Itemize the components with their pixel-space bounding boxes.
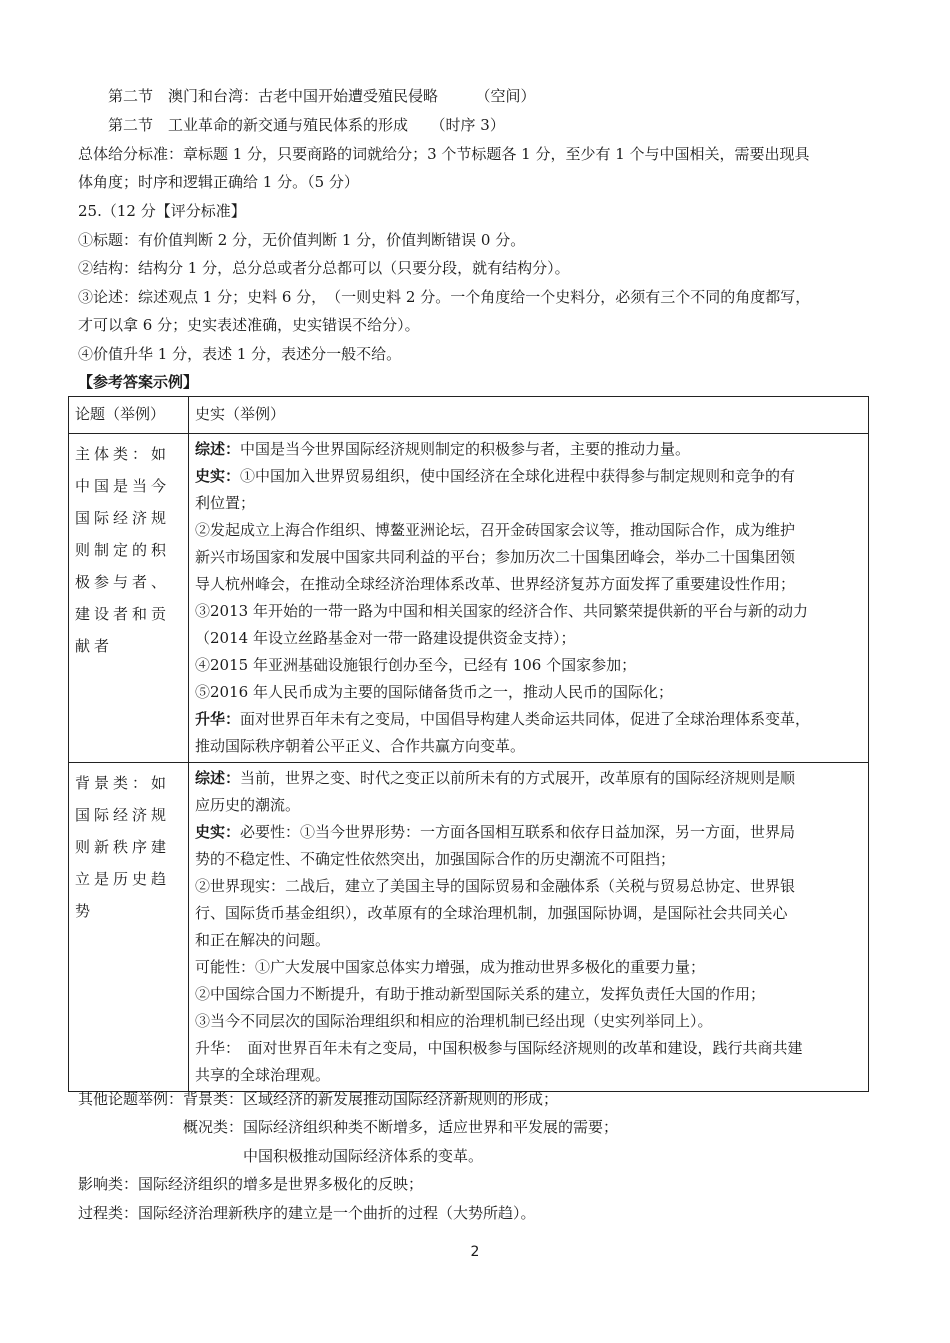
other-topic-line: 中国积极推动国际经济体系的变革。 xyxy=(78,1147,484,1165)
reference-answer-title: 【参考答案示例】 xyxy=(78,373,199,391)
other-topic-line: 其他论题举例：背景类：区域经济的新发展推动国际经济新规则的形成； xyxy=(78,1090,559,1108)
fact-line: ②世界现实：二战后，建立了美国主导的国际贸易和金融体系（关税与贸易总协定、世界银 xyxy=(195,877,796,895)
header-facts: 史实（举例） xyxy=(189,397,869,434)
section-heading-1: 第二节 澳门和台湾：古老中国开始遭受殖民侵略 （空间） xyxy=(108,87,536,105)
fact-line: （2014 年设立丝路基金对一带一路建设提供资金支持）； xyxy=(195,629,576,647)
fact-line: 势的不稳定性、不确定性依然突出，加强国际合作的历史潮流不可阻挡； xyxy=(195,850,676,868)
topic-cell: 背景类：如国际经济规则新秩序建立是历史趋势 xyxy=(69,763,189,1092)
table-row xyxy=(69,434,869,763)
facts-cell xyxy=(189,763,869,1092)
criterion-structure: ②结构：结构分 1 分，总分总或者分总都可以（只要分段，就有结构分）。 xyxy=(78,259,570,277)
scoring-line: 体角度；时序和逻辑正确给 1 分。（5 分） xyxy=(78,173,359,191)
question-25-heading: 25.（12 分【评分标准】 xyxy=(78,202,246,220)
fact-line: 和正在解决的问题。 xyxy=(195,931,331,949)
facts-cell xyxy=(189,434,869,763)
other-topic-line: 影响类：国际经济组织的增多是世界多极化的反映； xyxy=(78,1175,424,1193)
fact-line: 史实：①中国加入世界贸易组织，使中国经济在全球化进程中获得参与制定规则和竞争的有 xyxy=(195,467,796,485)
fact-line: ②发起成立上海合作组织、博鳌亚洲论坛，召开金砖国家会议等，推动国际合作，成为维护 xyxy=(195,521,796,539)
fact-line: 升华：面对世界百年未有之变局，中国倡导构建人类命运共同体，促进了全球治理体系变革， xyxy=(195,710,811,728)
criterion-argument: ③论述：综述观点 1 分；史料 6 分， （一则史料 2 分。一个角度给一个史料分，必须有三个不同的角度都写， xyxy=(78,288,811,306)
scoring-line: 总体给分标准：章标题 1 分，只要商路的词就给分；3 个节标题各 1 分，至少有 1 个与中国相关，需要出现具 xyxy=(78,145,810,163)
fact-line: 可能性：①广大发展中国家总体实力增强，成为推动世界多极化的重要力量； xyxy=(195,958,706,976)
fact-line: 利位置； xyxy=(195,494,256,512)
table-row xyxy=(69,763,869,1092)
topic-cell: 主体类：如中国是当今国际经济规则制定的积极参与者、建设者和贡献者 xyxy=(69,434,189,763)
criterion-title: ①标题：有价值判断 2 分，无价值判断 1 分，价值判断错误 0 分。 xyxy=(78,231,526,249)
fact-line: ⑤2016 年人民币成为主要的国际储备货币之一，推动人民币的国际化； xyxy=(195,683,673,701)
fact-line: ④2015 年亚洲基础设施银行创办至今，已经有 106 个国家参加； xyxy=(195,656,637,674)
fact-line: 应历史的潮流。 xyxy=(195,796,301,814)
fact-line: 升华： 面对世界百年未有之变局，中国积极参与国际经济规则的改革和建设，践行共商共建 xyxy=(195,1039,803,1057)
fact-line: 推动国际秩序朝着公平正义、合作共赢方向变革。 xyxy=(195,737,526,755)
fact-line: 行、国际货币基金组织），改革原有的全球治理机制，加强国际协调，是国际社会共同关心 xyxy=(195,904,788,922)
fact-line: 新兴市场国家和发展中国家共同利益的平台；参加历次二十国集团峰会，举办二十国集团领 xyxy=(195,548,796,566)
criterion-value: ④价值升华 1 分，表述 1 分，表述分一般不给。 xyxy=(78,345,402,363)
fact-line: ③2013 年开始的一带一路为中国和相关国家的经济合作、共同繁荣提供新的平台与新的动力 xyxy=(195,602,808,620)
fact-line: 史实：必要性：①当今世界形势：一方面各国相互联系和依存日益加深，另一方面，世界局 xyxy=(195,823,796,841)
fact-line: 导人杭州峰会，在推动全球经济治理体系改革、世界经济复苏方面发挥了重要建设性作用； xyxy=(195,575,796,593)
page-number: 2 xyxy=(470,1244,480,1260)
fact-line: ③当今不同层次的国际治理组织和相应的治理机制已经出现（史实列举同上）。 xyxy=(195,1012,713,1030)
criterion-argument-cont: 才可以拿 6 分；史实表述准确，史实错误不给分）。 xyxy=(78,316,420,334)
table-header-row xyxy=(69,397,869,434)
answer-table xyxy=(68,396,869,1092)
fact-line: 综述：中国是当今世界国际经济规则制定的积极参与者，主要的推动力量。 xyxy=(195,440,691,458)
section-heading-2: 第二节 工业革命的新交通与殖民体系的形成 （时序 3） xyxy=(108,116,505,134)
other-topic-line: 概况类：国际经济组织种类不断增多，适应世界和平发展的需要； xyxy=(78,1118,619,1136)
fact-line: 共享的全球治理观。 xyxy=(195,1066,331,1084)
fact-line: 综述：当前，世界之变、时代之变正以前所未有的方式展开，改革原有的国际经济规则是顺 xyxy=(195,769,796,787)
fact-line: ②中国综合国力不断提升，有助于推动新型国际关系的建立，发挥负责任大国的作用； xyxy=(195,985,766,1003)
header-topic: 论题（举例） xyxy=(69,397,189,434)
other-topic-line: 过程类：国际经济治理新秩序的建立是一个曲折的过程（大势所趋）。 xyxy=(78,1204,536,1222)
